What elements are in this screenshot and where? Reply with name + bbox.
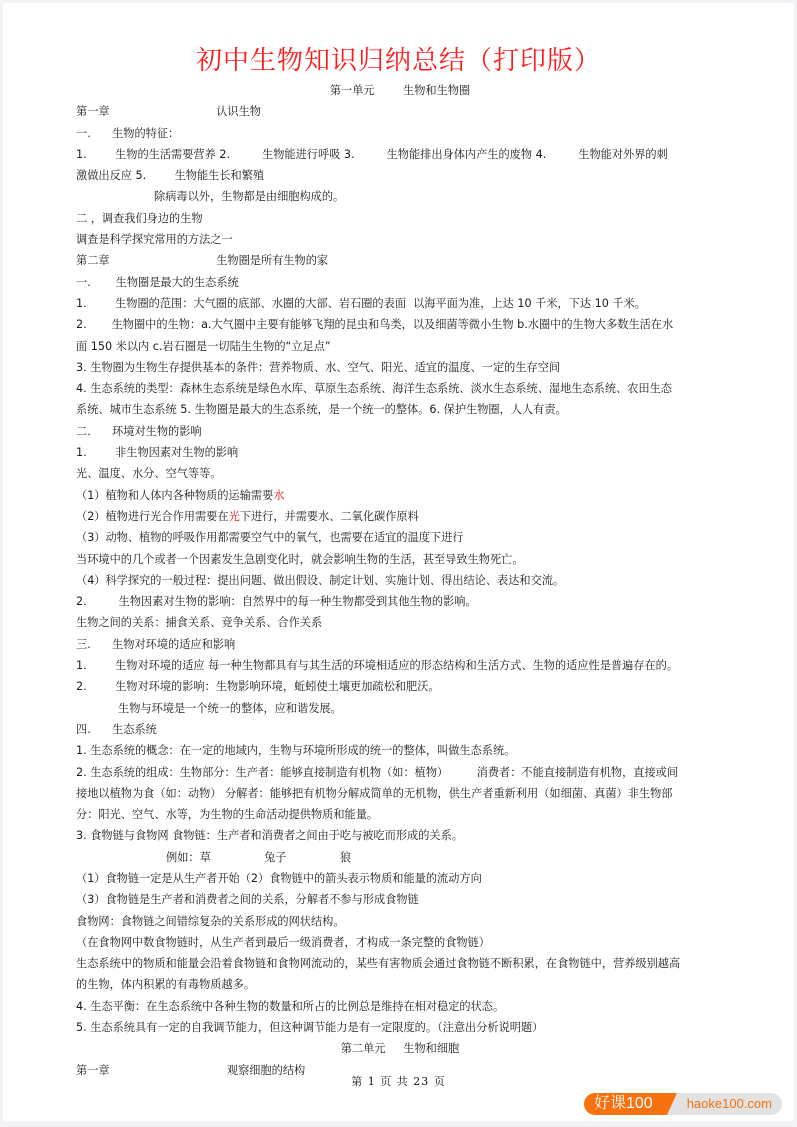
text-segment: （2）植物进行光合作用需要在 (76, 509, 229, 523)
text-line: 2. 生物因素对生物的影响：自然界中的每一种生物都受到其他生物的影响。 (76, 595, 477, 609)
page-number: 第 1 页 共 23 页 (351, 1075, 446, 1088)
watermark-badge (584, 1093, 782, 1115)
watermark-url: haoke100.com (667, 1093, 782, 1115)
text-line: 3. 食物链与食物网 食物链：生产者和消费者之间由于吃与被吃而形成的关系。 (76, 829, 463, 843)
text-line: （3）食物链是生产者和消费者之间的关系，分解者不参与形成食物链 (76, 893, 419, 907)
highlighted-word: 光 (228, 509, 240, 523)
text-line: 1. 生态系统的概念：在一定的地域内，生物与环境所形成的统一的整体，叫做生态系统。 (76, 744, 516, 758)
section-heading: 二. 环境对生物的影响 (76, 424, 202, 438)
text-line: 面 150 米以内 c.岩石圈是一切陆生生物的“立足点” (76, 339, 331, 353)
text-line: 2. 生物对环境的影响：生物影响环境，蚯蚓使土壤更加疏松和肥沃。 (76, 680, 440, 694)
text-line: （在食物网中数食物链时，从生产者到最后一级消费者，才构成一条完整的食物链） (76, 935, 490, 949)
chapter-heading: 第一章 认识生物 (76, 105, 261, 119)
text-line: 生态系统中的物质和能量会沿着食物链和食物网流动的，某些有害物质会通过食物链不断积累，在食物链中，营养级别越高 (76, 957, 681, 971)
text-line: 生物与环境是一个统一的整体，应和谐发展。 (118, 701, 342, 715)
text-line: 5. 生态系统具有一定的自我调节能力，但这种调节能力是有一定限度的。（注意出分析说明题） (76, 1021, 544, 1035)
watermark-brand: 好课100 (584, 1093, 667, 1115)
section-heading: 一. 生物圈是最大的生态系统 (76, 275, 239, 289)
document-body (76, 80, 724, 1081)
text-line: 1. 非生物因素对生物的影响 (76, 446, 239, 460)
text-line: 分：阳光、空气、水等，为生物的生命活动提供物质和能量。 (76, 808, 379, 822)
text-line: （4）科学探究的一般过程：提出问题、做出假设、制定计划、实施计划、得出结论、表达和交流。 (76, 573, 565, 587)
text-line: 光、温度、水分、空气等等。 (76, 467, 222, 481)
text-line: （1）食物链一定是从生产者开始（2）食物链中的箭头表示物质和能量的流动方向 (76, 871, 482, 885)
text-segment: 下进行，并需要水、二氧化碳作原料 (239, 509, 419, 523)
section-heading: 四. 生态系统 (76, 722, 157, 736)
text-line: 2. 生态系统的组成：生物部分：生产者：能够直接制造有机物（如：植物） 消费者：不能直接制造有机物，直接或间 (76, 765, 679, 779)
text-line: 激做出反应 5. 生物能生长和繁殖 (76, 169, 265, 183)
text-line: 系统、城市生态系统 5. 生物圈是最大的生态系统，是一个统一的整体。6. 保护生物圈，人人有责。 (76, 403, 567, 417)
section-heading: 三. 生物对环境的适应和影响 (76, 637, 236, 651)
text-line: 2. 生物圈中的生物：a.大气圈中主要有能够飞翔的昆虫和鸟类，以及细菌等微小生物 b.水圈中的生物大多数生活在水 (76, 318, 674, 332)
text-line: 除病毒以外，生物都是由细胞构成的。 (154, 190, 345, 204)
food-chain-example: 例如：草 兔子 狼 (166, 850, 351, 864)
text-segment: （1）植物和人体内各种物质的运输需要 (76, 488, 274, 502)
chapter-heading: 第一章 观察细胞的结构 (76, 1063, 306, 1077)
section-heading: 一. 生物的特征： (76, 126, 180, 140)
text-line: 4. 生态平衡：在生态系统中各种生物的数量和所占的比例总是维持在相对稳定的状态。 (76, 999, 505, 1013)
unit-heading: 第二单元 生物和细胞 (340, 1042, 460, 1056)
text-line-highlight (76, 485, 724, 506)
text-line: 1. 生物圈的范围：大气圈的底部、水圈的大部、岩石圈的表面 以海平面为准，上达 10 千米，下达 10 千米。 (76, 296, 646, 310)
text-line: 接地以植物为食（如：动物） 分解者：能够把有机物分解成简单的无机物，供生产者重新利用（如细菌、真菌）非生物部 (76, 786, 673, 800)
text-line: 3. 生物圈为生物生存提供基本的条件：营养物质、水、空气、阳光、适宜的温度、一定的生存空间 (76, 360, 561, 374)
document-title: 初中生物知识归纳总结（打印版） (195, 46, 601, 76)
text-line: 当环境中的几个或者一个因素发生急剧变化时，就会影响生物的生活，甚至导致生物死亡。 (76, 552, 524, 566)
section-heading: 二 ，调查我们身边的生物 (76, 211, 203, 225)
text-line: （3）动物、植物的呼吸作用都需要空气中的氧气，也需要在适宜的温度下进行 (76, 531, 464, 545)
chapter-heading: 第二章 生物圈是所有生物的家 (76, 254, 329, 268)
text-line: 生物之间的关系：捕食关系、竞争关系、合作关系 (76, 616, 323, 630)
text-line: 4. 生态系统的类型：森林生态系统是绿色水库、草原生态系统、海洋生态系统、淡水生态系统、湿地生态系统、农田生态 (76, 382, 672, 396)
text-line-highlight (76, 506, 724, 527)
unit-heading: 第一单元 生物和生物圈 (329, 84, 471, 97)
text-line: 调查是科学探究常用的方法之一 (76, 233, 233, 247)
text-line: 食物网：食物链之间错综复杂的关系形成的网状结构。 (76, 914, 345, 928)
highlighted-word: 水 (273, 488, 285, 502)
text-line: 的生物，体内积累的有毒物质越多。 (76, 978, 256, 992)
text-line: 1. 生物的生活需要营养 2. 生物能进行呼吸 3. 生物能排出身体内产生的废物 4. 生物能对外界的刺 (76, 147, 668, 161)
text-line: 1. 生物对环境的适应 每一种生物都具有与其生活的环境相适应的形态结构和生活方式、生物的适应性是普遍存在的。 (76, 659, 679, 673)
